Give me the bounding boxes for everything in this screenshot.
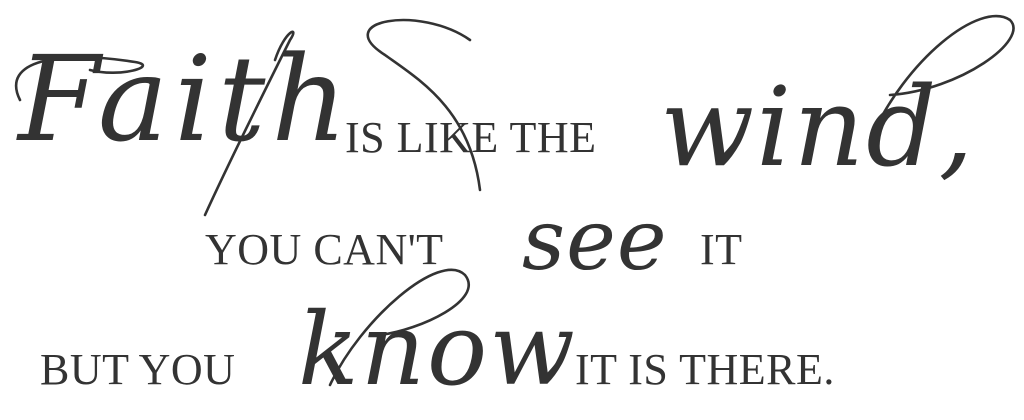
see-script-word: see xyxy=(522,191,668,289)
line3-caps-text-end: IT IS THERE. xyxy=(575,345,835,394)
line1-caps-text: IS LIKE THE xyxy=(345,113,597,162)
line3-caps-text-start: BUT YOU xyxy=(40,345,236,394)
know-script-word: know xyxy=(298,291,577,408)
line2-caps-text-end: IT xyxy=(700,225,743,274)
line2-caps-text-start: YOU CAN'T xyxy=(205,225,444,274)
wind-script-word: wind, xyxy=(660,63,976,191)
see-loop xyxy=(368,20,480,190)
faith-script-word: Faith xyxy=(18,30,354,168)
